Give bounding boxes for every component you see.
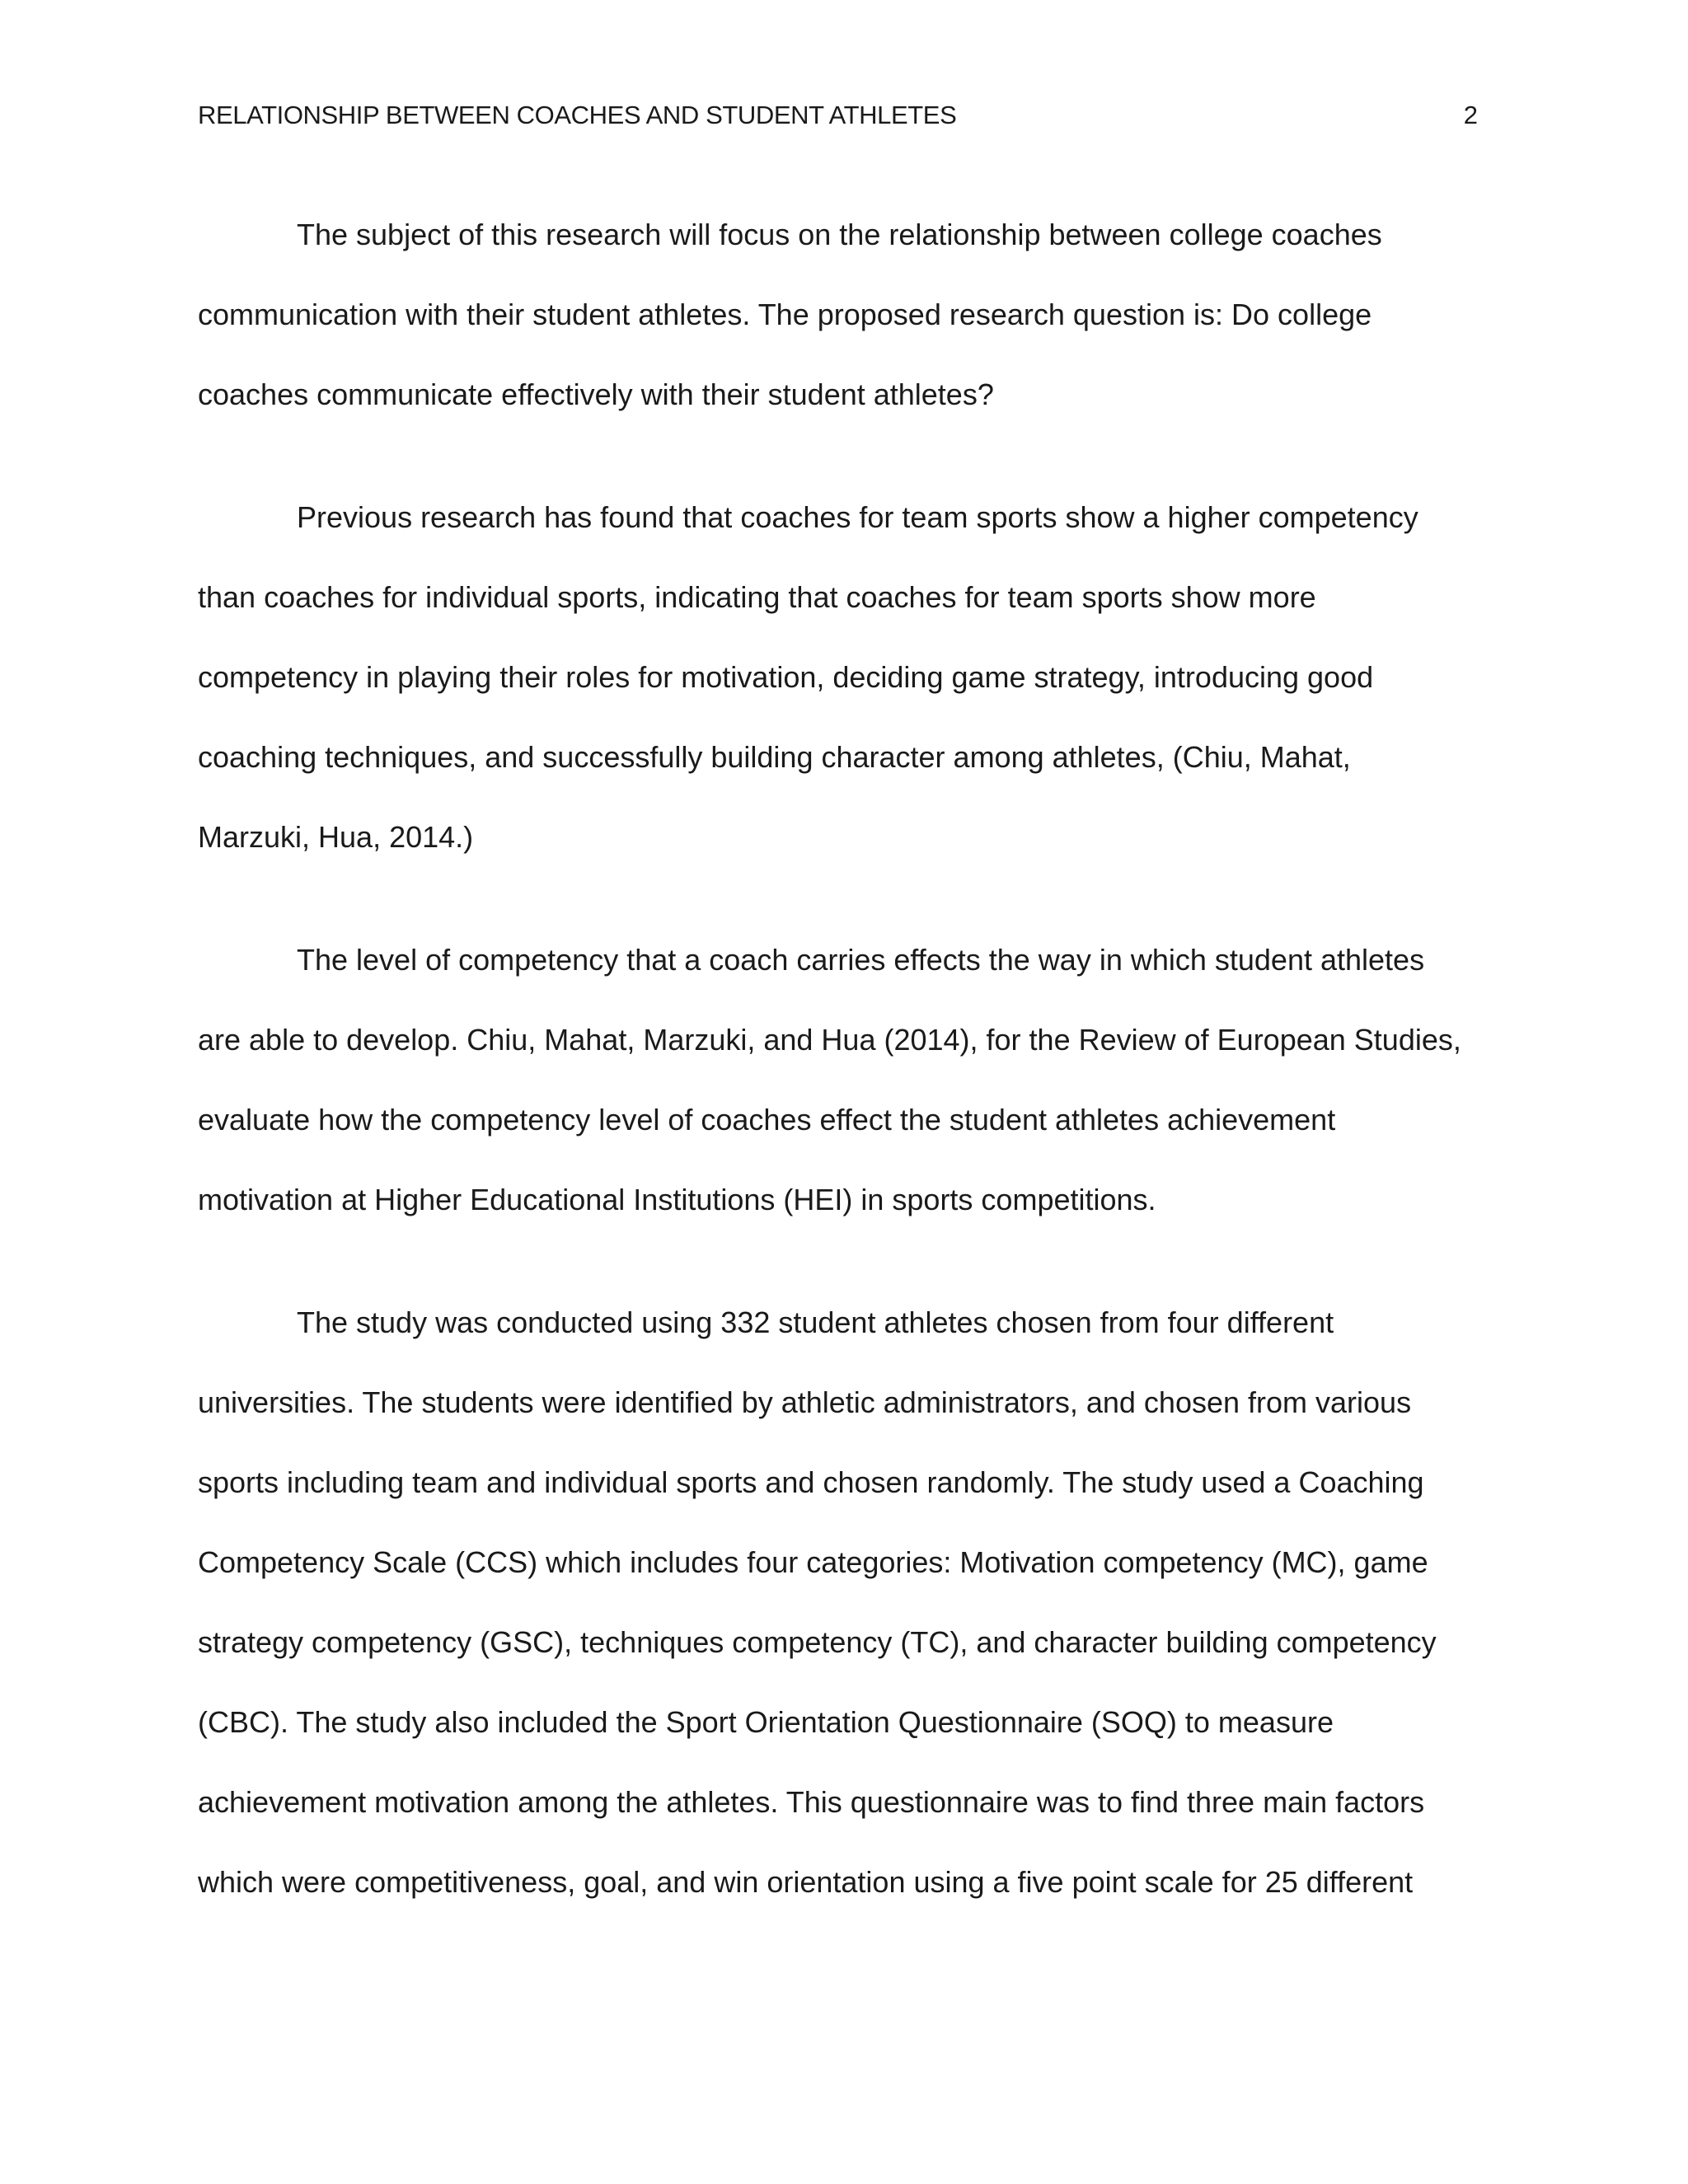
paragraph-line: universities. The students were identified by athletic administrators, and chosen from various xyxy=(198,1385,1412,1419)
paragraph-line: which were competitiveness, goal, and win orientation using a five point scale for 25 different xyxy=(198,1865,1414,1899)
paragraph-line: The study was conducted using 332 student athletes chosen from four different xyxy=(297,1305,1334,1339)
paragraph-line: Competency Scale (CCS) which includes four categories: Motivation competency (MC), game xyxy=(198,1545,1428,1579)
page-number: 2 xyxy=(1463,101,1478,129)
paragraph-line: (CBC). The study also included the Sport Orientation Questionnaire (SOQ) to measure xyxy=(198,1705,1334,1739)
paragraph-line: strategy competency (GSC), techniques competency (TC), and character building competency xyxy=(198,1625,1437,1659)
paragraph-2 xyxy=(198,477,1492,877)
paragraph-line: coaching techniques, and successfully building character among athletes, (Chiu, Mahat, xyxy=(198,740,1351,774)
paragraph-line: Previous research has found that coaches for team sports show a higher competency xyxy=(297,500,1418,534)
paragraph-4 xyxy=(198,1282,1492,1922)
paragraph-line: sports including team and individual sports and chosen randomly. The study used a Coaching xyxy=(198,1465,1424,1499)
paragraph-3 xyxy=(198,920,1492,1240)
paragraph-line: than coaches for individual sports, indicating that coaches for team sports show more xyxy=(198,580,1316,614)
paragraph-line: evaluate how the competency level of coaches effect the student athletes achievement xyxy=(198,1103,1336,1137)
paragraph-line: coaches communicate effectively with their student athletes? xyxy=(198,377,994,411)
paragraph-line: competency in playing their roles for motivation, deciding game strategy, introducing good xyxy=(198,660,1374,694)
paragraph-1 xyxy=(198,194,1492,434)
paragraph-line: The level of competency that a coach carries effects the way in which student athletes xyxy=(297,943,1425,977)
running-head: RELATIONSHIP BETWEEN COACHES AND STUDENT ATHLETES xyxy=(198,101,957,129)
paragraph-line: communication with their student athletes. The proposed research question is: Do college xyxy=(198,298,1372,331)
paragraph-line: achievement motivation among the athletes. This questionnaire was to find three main factors xyxy=(198,1785,1425,1819)
paragraph-line: are able to develop. Chiu, Mahat, Marzuki, and Hua (2014), for the Review of European Studies, xyxy=(198,1023,1461,1057)
paragraph-line: The subject of this research will focus on the relationship between college coaches xyxy=(297,218,1382,251)
paragraph-line: motivation at Higher Educational Institutions (HEI) in sports competitions. xyxy=(198,1183,1156,1216)
body-text xyxy=(198,194,1492,1965)
paragraph-line: Marzuki, Hua, 2014.) xyxy=(198,820,474,854)
